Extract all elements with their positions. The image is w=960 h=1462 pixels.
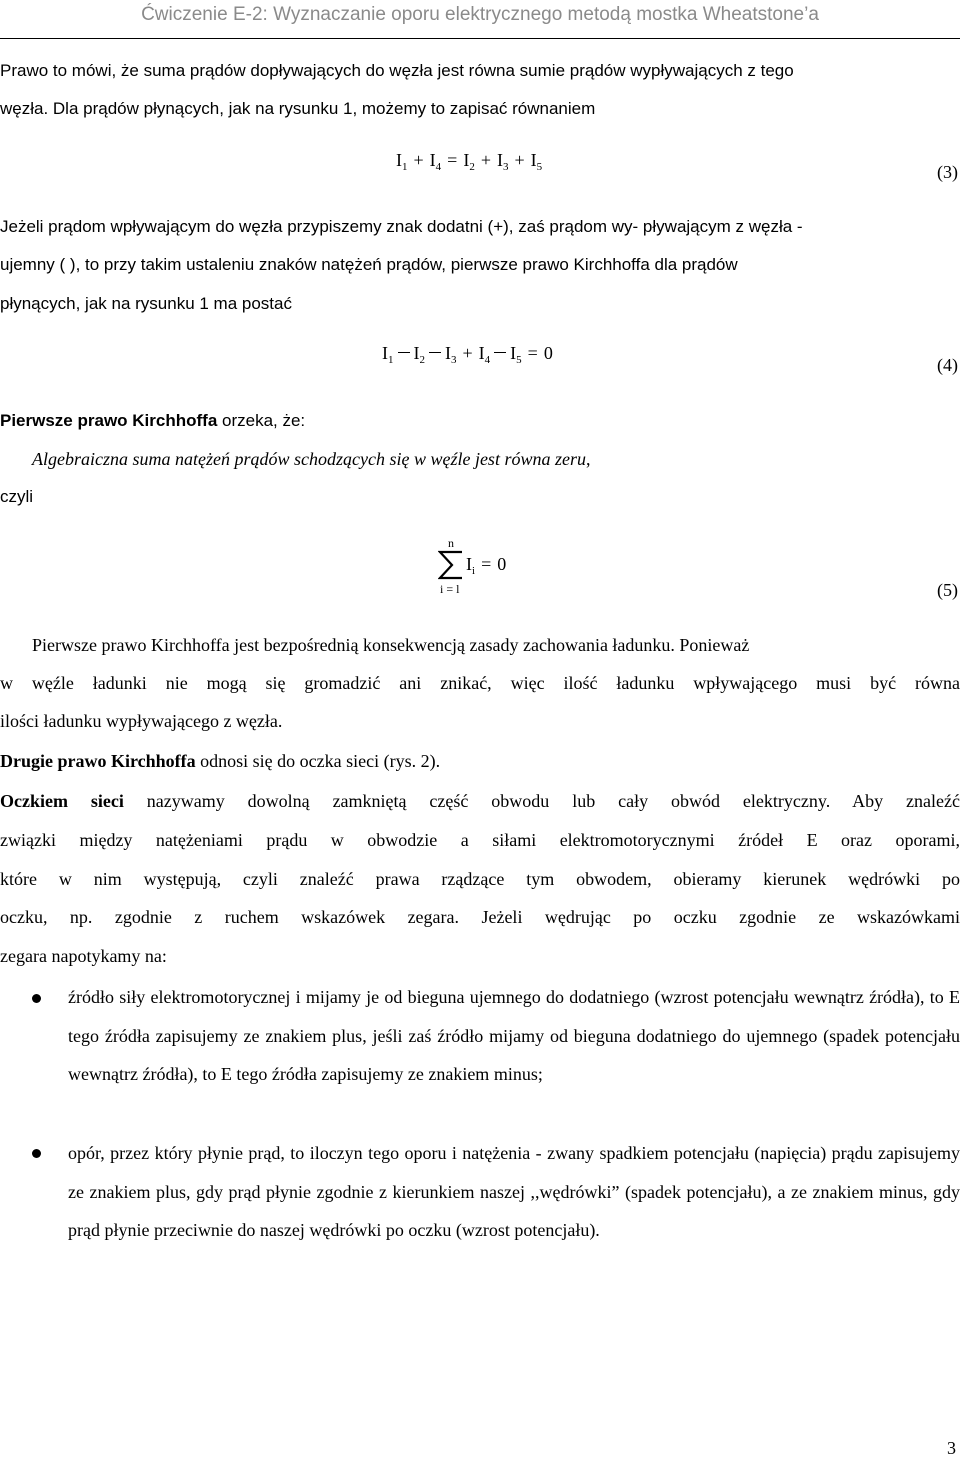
law2-line bbox=[0, 742, 960, 780]
law1-czyli: czyli bbox=[0, 487, 34, 506]
sum-body-I: I bbox=[466, 554, 472, 574]
equation-3-number: (3) bbox=[937, 162, 958, 182]
sum-lower: i = l bbox=[440, 582, 460, 596]
para4-line2: związki między natężeniami prądu w obwodzie a siłami elektromotorycznymi źródeł E oraz oporami, bbox=[0, 830, 960, 850]
header-rule bbox=[0, 38, 960, 39]
equation-3: $I_1 + I_4 = I_2 + I_3 + I_5$ bbox=[396, 150, 543, 173]
sum-body-sub: i bbox=[472, 565, 476, 577]
bullet-dot-1 bbox=[32, 994, 41, 1003]
para1-line2: węzła. Dla prądów płynących, jak na rysunku 1, możemy to zapisać równaniem bbox=[0, 99, 596, 118]
para2-line2: ujemny ( ), to przy takim ustaleniu znaków natężeń prądów, pierwsze prawo Kirchhoffa dla prądów bbox=[0, 255, 738, 274]
law1-bold: Pierwsze prawo Kirchhoffa bbox=[0, 411, 218, 430]
law1-comma: , bbox=[585, 449, 591, 469]
law2-bold: Drugie prawo Kirchhoffa bbox=[0, 751, 196, 771]
equation-4-number: (4) bbox=[937, 355, 958, 375]
equation-5 bbox=[436, 536, 576, 606]
para4-line4: oczku, np. zgodnie z ruchem wskazówek zegara. Jeżeli wędrując po oczku zgodnie ze wskazówkami bbox=[0, 907, 960, 927]
para2-line1: Jeżeli prądom wpływającym do węzła przypiszemy znak dodatni (+), zaś prądom wy- pływającym z węzła - bbox=[0, 217, 803, 236]
para4-line3: które w nim występują, czyli znaleźć prawa rządzące tym obwodem, obieramy kierunek wędrówki po bbox=[0, 869, 960, 889]
law2-rest: odnosi się do oczka sieci (rys. 2). bbox=[195, 751, 441, 771]
law1-intro bbox=[0, 402, 960, 440]
equation-5-number: (5) bbox=[937, 580, 958, 600]
law1-statement: Algebraiczna suma natężeń prądów schodzących się w węźle jest równa zeru bbox=[32, 449, 586, 469]
law1-statement-line bbox=[32, 440, 932, 478]
para4-line1-rest: nazywamy dowolną zamkniętą część obwodu lub cały obwód elektryczny. Aby znaleźć bbox=[123, 791, 960, 811]
page-number: 3 bbox=[947, 1438, 956, 1458]
para4-bold: Oczkiem sieci bbox=[0, 791, 124, 811]
para4-line1 bbox=[0, 782, 960, 820]
para2-line3: płynących, jak na rysunku 1 ma postać bbox=[0, 294, 292, 313]
sum-upper: n bbox=[448, 536, 454, 550]
sigma-symbol bbox=[438, 550, 464, 580]
para4-line5: zegara napotykamy na: bbox=[0, 946, 167, 966]
para3-line2: w węźle ładunki nie mogą się gromadzić ani znikać, więc ilość ładunku wpływającego musi być równa bbox=[0, 673, 960, 693]
para1-line1: Prawo to mówi, że suma prądów dopływających do węzła jest równa sumie prądów wypływających z tego bbox=[0, 61, 794, 80]
sum-zero: 0 bbox=[497, 554, 507, 574]
para3-line3: ilości ładunku wypływającego z węzła. bbox=[0, 711, 283, 731]
law1-rest: orzeka, że: bbox=[217, 411, 306, 430]
page-header: Ćwiczenie E-2: Wyznaczanie oporu elektrycznego metodą mostka Wheatstone’a bbox=[141, 4, 819, 25]
equation-4: $I_1$ $I_2$ $I_3 + I_4$ $I_5 = 0$ bbox=[382, 343, 553, 366]
bullet-item-2: opór, przez który płynie prąd, to iloczyn tego oporu i natężenia - zwany spadkiem potencjału (napięcia) prądu zapisujemy ze znakiem plus, gdy prąd płynie zgodnie z kierunkiem naszej ,,wędrówki” (spadek potencjału), a ze znakiem minus, gdy prąd płynie przeciwnie do naszej wędrówki po oczku (wzrost potencjału). bbox=[68, 1143, 960, 1241]
bullet-dot-2 bbox=[32, 1149, 41, 1158]
sum-equals: = bbox=[481, 554, 492, 574]
para3-line1: Pierwsze prawo Kirchhoffa jest bezpośrednią konsekwencją zasady zachowania ładunku. Ponieważ bbox=[32, 635, 750, 655]
bullet-item-1: źródło siły elektromotorycznej i mijamy je od bieguna ujemnego do dodatniego (wzrost potencjału wewnątrz źródła), to E tego źródła zapisujemy ze znakiem plus, jeśli zaś źródło mijamy od bieguna dodatniego do ujemnego (spadek potencjału wewnątrz źródła), to E tego źródła zapisujemy ze znakiem minus; bbox=[68, 987, 960, 1085]
